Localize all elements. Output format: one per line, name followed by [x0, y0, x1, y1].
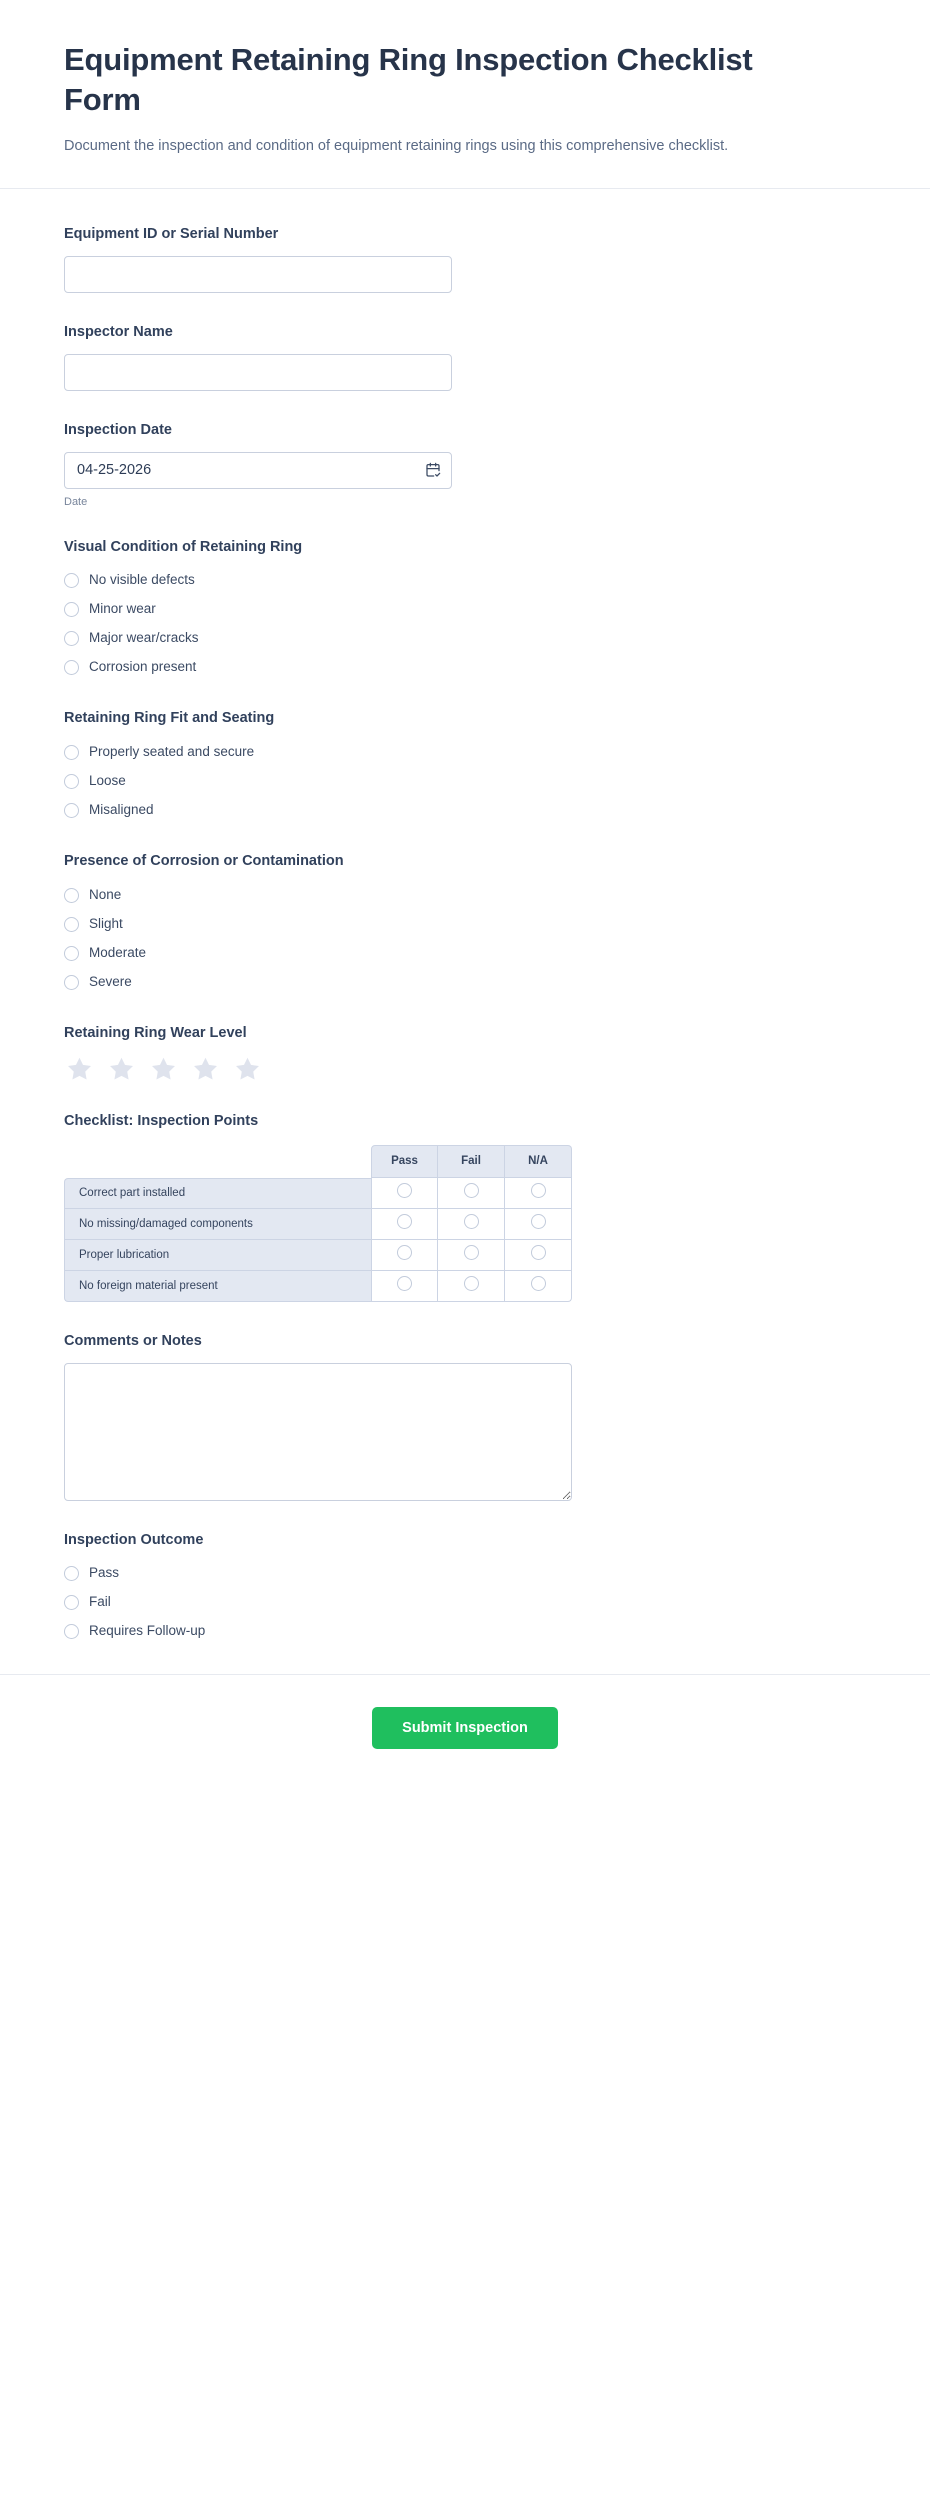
inspector-name-label: Inspector Name — [64, 323, 173, 340]
radio-option[interactable] — [64, 740, 866, 764]
radio-circle-icon[interactable] — [64, 660, 79, 675]
cell-fail[interactable] — [438, 1209, 505, 1240]
radio-circle-icon[interactable] — [397, 1183, 412, 1198]
radio-circle-icon[interactable] — [397, 1245, 412, 1260]
table-corner-cell — [64, 1145, 371, 1178]
row-label: Proper lubrication — [64, 1240, 371, 1271]
table-row — [64, 1178, 572, 1209]
radio-circle-icon[interactable] — [64, 573, 79, 588]
radio-option[interactable] — [64, 883, 866, 907]
page-description: Document the inspection and condition of equipment retaining rings using this comprehensive checklist. — [64, 137, 729, 154]
visual-condition-radio-group — [64, 568, 866, 679]
radio-option-label: Major wear/cracks — [89, 630, 199, 646]
radio-option[interactable] — [64, 970, 866, 994]
page-title: Equipment Retaining Ring Inspection Checklist Form — [64, 42, 753, 118]
radio-circle-icon[interactable] — [464, 1183, 479, 1198]
radio-circle-icon[interactable] — [64, 602, 79, 617]
radio-option-label: Properly seated and secure — [89, 744, 255, 760]
radio-circle-icon[interactable] — [64, 803, 79, 818]
field-inspector-name — [64, 323, 866, 391]
date-input-wrapper — [64, 452, 452, 489]
radio-option-label: Moderate — [89, 945, 147, 961]
radio-option[interactable] — [64, 1562, 866, 1586]
form-header — [0, 0, 930, 189]
radio-option-label: Fail — [89, 1594, 111, 1610]
form-footer — [0, 1674, 930, 1789]
column-header-pass: Pass — [371, 1145, 438, 1178]
column-header-na: N/A — [505, 1145, 572, 1178]
radio-option-label: Misaligned — [89, 802, 154, 818]
star-icon[interactable] — [192, 1055, 219, 1082]
inspection-outcome-radio-group — [64, 1562, 866, 1644]
radio-option[interactable] — [64, 655, 866, 679]
fit-and-seating-label: Retaining Ring Fit and Seating — [64, 710, 275, 727]
radio-circle-icon[interactable] — [64, 917, 79, 932]
equipment-id-input[interactable] — [64, 256, 452, 293]
cell-fail[interactable] — [438, 1240, 505, 1271]
checklist-table-head — [64, 1145, 572, 1178]
calendar-check-icon[interactable] — [425, 462, 441, 478]
radio-circle-icon[interactable] — [464, 1245, 479, 1260]
cell-pass[interactable] — [371, 1178, 438, 1209]
table-row — [64, 1271, 572, 1302]
radio-option[interactable] — [64, 1591, 866, 1615]
cell-pass[interactable] — [371, 1271, 438, 1302]
inspection-date-label: Inspection Date — [64, 421, 172, 438]
checklist-label: Checklist: Inspection Points — [64, 1112, 259, 1129]
radio-circle-icon[interactable] — [64, 631, 79, 646]
corrosion-presence-radio-group — [64, 883, 866, 994]
star-icon[interactable] — [234, 1055, 261, 1082]
radio-option[interactable] — [64, 626, 866, 650]
field-equipment-id — [64, 225, 866, 293]
column-header-fail: Fail — [438, 1145, 505, 1178]
radio-option[interactable] — [64, 769, 866, 793]
radio-circle-icon[interactable] — [64, 1624, 79, 1639]
radio-option-label: Severe — [89, 974, 132, 990]
cell-na[interactable] — [505, 1209, 572, 1240]
field-inspection-outcome — [64, 1531, 866, 1644]
radio-option[interactable] — [64, 568, 866, 592]
radio-circle-icon[interactable] — [531, 1245, 546, 1260]
radio-circle-icon[interactable] — [531, 1276, 546, 1291]
radio-circle-icon[interactable] — [531, 1183, 546, 1198]
checklist-table — [64, 1145, 572, 1302]
form-body — [0, 189, 930, 1643]
cell-pass[interactable] — [371, 1240, 438, 1271]
submit-inspection-button[interactable]: Submit Inspection — [372, 1707, 558, 1749]
row-label: Correct part installed — [64, 1178, 371, 1209]
radio-option-label: Pass — [89, 1565, 120, 1581]
cell-pass[interactable] — [371, 1209, 438, 1240]
cell-na[interactable] — [505, 1178, 572, 1209]
wear-level-label: Retaining Ring Wear Level — [64, 1025, 247, 1042]
radio-circle-icon[interactable] — [64, 1566, 79, 1581]
field-inspection-date — [64, 421, 866, 508]
equipment-id-label: Equipment ID or Serial Number — [64, 226, 279, 243]
row-label: No missing/damaged components — [64, 1209, 371, 1240]
radio-circle-icon[interactable] — [64, 946, 79, 961]
radio-circle-icon[interactable] — [531, 1214, 546, 1229]
field-fit-and-seating — [64, 709, 866, 822]
field-comments — [64, 1332, 866, 1501]
visual-condition-label: Visual Condition of Retaining Ring — [64, 538, 303, 555]
radio-option[interactable] — [64, 912, 866, 936]
cell-fail[interactable] — [438, 1271, 505, 1302]
radio-option-label: Corrosion present — [89, 659, 197, 675]
cell-na[interactable] — [505, 1271, 572, 1302]
inspector-name-input[interactable] — [64, 354, 452, 391]
fit-and-seating-radio-group — [64, 740, 866, 822]
radio-option-label: Requires Follow-up — [89, 1623, 206, 1639]
field-checklist-matrix — [64, 1112, 866, 1302]
radio-option-label: None — [89, 887, 122, 903]
table-header-row — [64, 1145, 572, 1178]
field-wear-level — [64, 1024, 866, 1082]
field-corrosion-presence — [64, 852, 866, 994]
corrosion-presence-label: Presence of Corrosion or Contamination — [64, 853, 344, 870]
radio-circle-icon[interactable] — [397, 1214, 412, 1229]
cell-fail[interactable] — [438, 1178, 505, 1209]
comments-label: Comments or Notes — [64, 1332, 202, 1349]
checklist-table-wrapper — [64, 1145, 866, 1302]
star-icon[interactable] — [150, 1055, 177, 1082]
inspection-date-hint: Date — [64, 495, 88, 508]
row-label: No foreign material present — [64, 1271, 371, 1302]
field-visual-condition — [64, 538, 866, 680]
inspection-date-input[interactable] — [64, 452, 452, 489]
radio-option-label: Loose — [89, 773, 126, 789]
radio-circle-icon[interactable] — [464, 1276, 479, 1291]
radio-circle-icon[interactable] — [64, 774, 79, 789]
inspection-outcome-label: Inspection Outcome — [64, 1531, 204, 1548]
cell-na[interactable] — [505, 1240, 572, 1271]
radio-circle-icon[interactable] — [64, 975, 79, 990]
radio-circle-icon[interactable] — [64, 888, 79, 903]
radio-option-label: No visible defects — [89, 572, 195, 588]
radio-circle-icon[interactable] — [464, 1214, 479, 1229]
star-icon[interactable] — [108, 1055, 135, 1082]
radio-circle-icon[interactable] — [64, 745, 79, 760]
table-row — [64, 1240, 572, 1271]
checklist-table-body — [64, 1178, 572, 1302]
wear-level-star-rating — [66, 1055, 866, 1082]
star-icon[interactable] — [66, 1055, 93, 1082]
radio-circle-icon[interactable] — [64, 1595, 79, 1610]
table-row — [64, 1209, 572, 1240]
radio-option[interactable] — [64, 798, 866, 822]
radio-option[interactable] — [64, 1620, 866, 1644]
radio-option[interactable] — [64, 941, 866, 965]
radio-option-label: Minor wear — [89, 601, 156, 617]
radio-option-label: Slight — [89, 916, 123, 932]
radio-option[interactable] — [64, 597, 866, 621]
radio-circle-icon[interactable] — [397, 1276, 412, 1291]
comments-textarea[interactable] — [64, 1363, 572, 1501]
